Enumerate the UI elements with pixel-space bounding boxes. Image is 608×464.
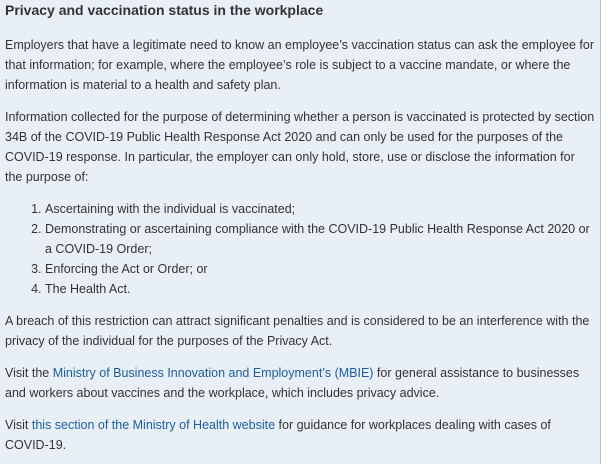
list-item: 1. Ascertaining with the individual is vaccinated; <box>45 199 595 219</box>
mbie-paragraph <box>5 363 595 403</box>
list-item: 2. Demonstrating or ascertaining compliance with the COVID-19 Public Health Response Act 2020 or a COVID-19 Order; <box>45 219 595 259</box>
mbie-text-after: for general assistance to businesses and workers about vaccines and the workplace, which includes privacy advice. <box>5 366 580 400</box>
scrollbar-track[interactable] <box>601 0 608 464</box>
section-heading: Privacy and vaccination status in the workplace <box>5 2 324 18</box>
moh-text-before: Visit <box>5 418 32 432</box>
list-item: 3. Enforcing the Act or Order; or <box>45 259 595 279</box>
protection-paragraph: Information collected for the purpose of determining whether a person is vaccinated is protected by section 34B of the COVID-19 Public Health Response Act 2020 and can only be used for the purposes of the COVID-19 response. In particular, the employer can only hold, store, use or disclose the information for the purpose of: <box>5 110 595 184</box>
moh-website-link[interactable]: this section of the Ministry of Health website <box>31 418 276 432</box>
moh-paragraph <box>5 415 595 455</box>
list-item: 4. The Health Act. <box>45 279 595 299</box>
mbie-link[interactable]: Ministry of Business Innovation and Employment’s (MBIE) <box>52 366 374 380</box>
purpose-list <box>5 199 595 299</box>
mbie-text-before: Visit the <box>5 366 53 380</box>
intro-paragraph: Employers that have a legitimate need to know an employee’s vaccination status can ask the employee for that information; for example, where the employee’s role is subject to a vaccine mandate, or where the information is material to a health and safety plan. <box>5 38 594 92</box>
moh-text-after: for guidance for workplaces dealing with cases of COVID-19. <box>5 418 551 452</box>
breach-paragraph: A breach of this restriction can attract significant penalties and is considered to be an interference with the privacy of the individual for the purposes of the Privacy Act. <box>5 314 590 348</box>
